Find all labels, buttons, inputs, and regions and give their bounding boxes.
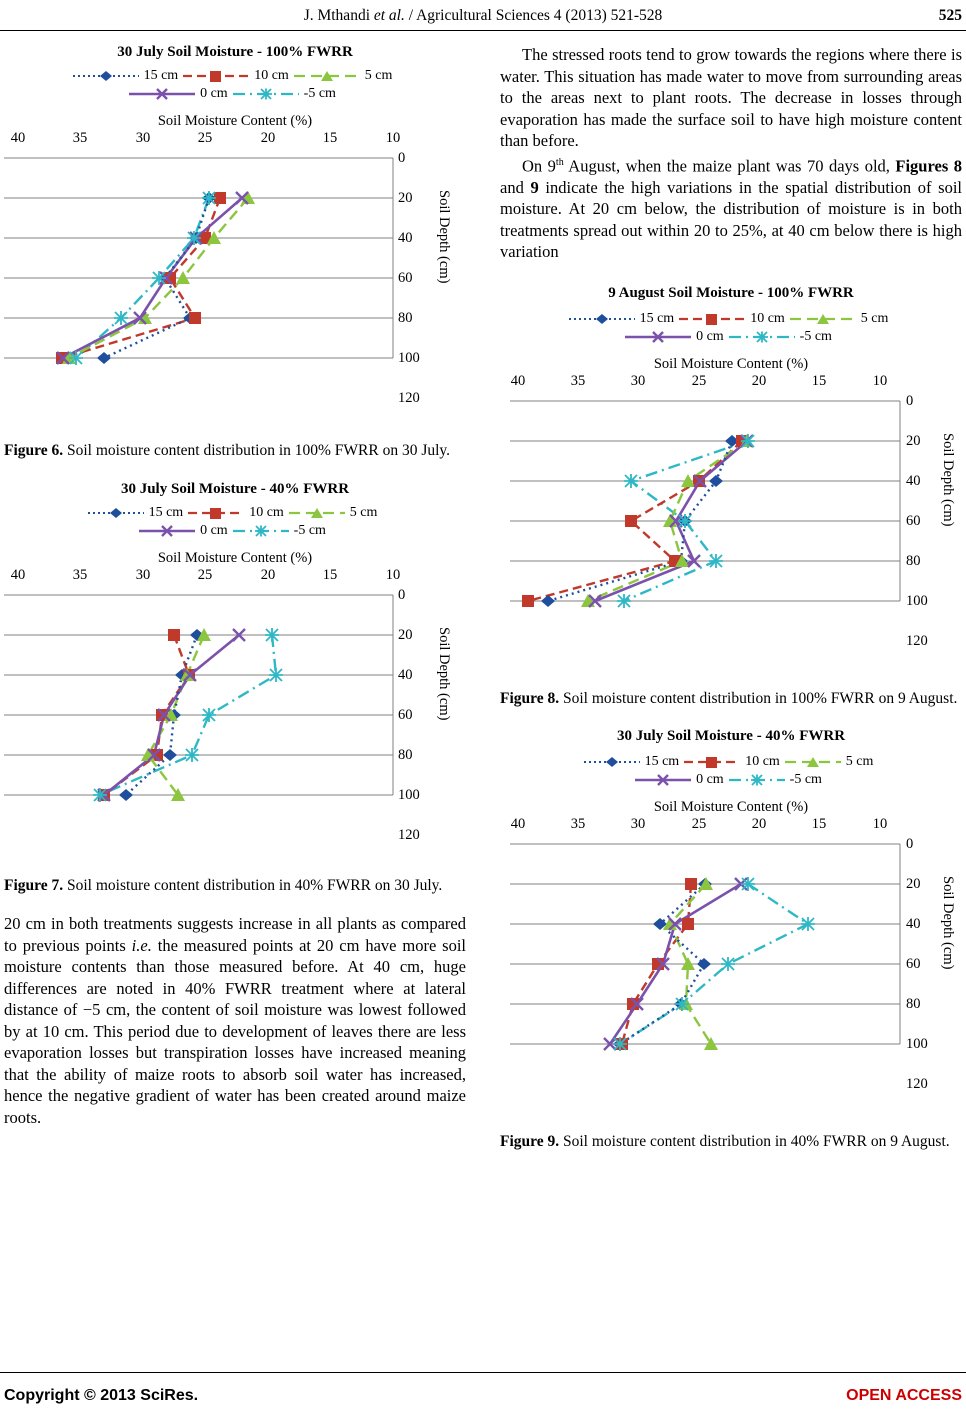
xtick: 35 xyxy=(570,816,586,832)
ytick: 120 xyxy=(906,632,928,649)
legend-item-0cm xyxy=(635,772,729,788)
xtick: 10 xyxy=(872,816,888,832)
figure-8-legend xyxy=(500,310,962,346)
ytick: 120 xyxy=(398,826,420,843)
legend-symbol-5cm xyxy=(294,69,360,83)
legend-label-15cm: 15 cm xyxy=(639,310,675,326)
xtick: 30 xyxy=(630,372,646,389)
figure-8-x-axis-title: Soil Moisture Content (%) xyxy=(653,355,809,372)
ytick: 100 xyxy=(906,592,928,609)
ytick: 0 xyxy=(398,150,406,166)
xtick: 15 xyxy=(811,372,827,389)
running-head-etal: et al. xyxy=(373,7,405,24)
ytick: 120 xyxy=(906,1076,928,1092)
legend-symbol-0cm xyxy=(625,330,691,344)
xtick: 10 xyxy=(385,566,401,583)
legend-item-5cm xyxy=(294,68,398,84)
xtick: 35 xyxy=(570,372,586,389)
ytick: 80 xyxy=(906,552,921,569)
open-access-badge[interactable]: OPEN ACCESS xyxy=(846,1387,962,1404)
ytick: 0 xyxy=(398,586,406,603)
legend-symbol-5cm xyxy=(785,755,841,769)
figure-8-caption-text: Soil moisture content distribution in 100% FWRR on 9 August. xyxy=(559,689,958,707)
legend-symbol-10cm xyxy=(188,506,244,520)
legend-label-15cm: 15 cm xyxy=(644,754,680,769)
right-paragraph-2-d: indicate the high variations in the spatial distribution of soil moisture. At 20 cm below, the distribution of moisture is in both treatments spread out within 20 to 25%, at 40 cm below there is high variation xyxy=(500,177,962,261)
legend-symbol-5cm xyxy=(289,506,345,520)
ytick: 100 xyxy=(906,1036,928,1052)
figure-8-x-ticks xyxy=(500,373,962,393)
figure-9-caption-text: Soil moisture content distribution in 40% FWRR on 9 August. xyxy=(559,1133,950,1150)
xtick: 35 xyxy=(72,130,88,146)
legend-item-0cm xyxy=(625,329,729,345)
legend-label-15cm: 15 cm xyxy=(148,504,184,520)
figure-8-plot xyxy=(500,372,962,649)
left-paragraph-1 xyxy=(4,913,466,1128)
running-head-journal: / Agricultural Sciences 4 (2013) 521-528 xyxy=(404,7,663,24)
xtick: 20 xyxy=(751,372,767,389)
legend-item-5cm xyxy=(785,754,879,770)
left-column xyxy=(4,44,466,1128)
right-column xyxy=(500,44,962,1152)
figure-6-svg xyxy=(4,150,466,395)
running-head-authors: J. Mthandi xyxy=(303,7,370,24)
legend-item-10cm xyxy=(679,311,790,327)
figure-6-x-ticks xyxy=(4,130,466,150)
legend-symbol-minus5cm xyxy=(729,330,795,344)
legend-symbol-10cm xyxy=(679,312,745,326)
legend-symbol-0cm xyxy=(635,773,691,787)
ytick: 100 xyxy=(398,350,420,366)
legend-label-5cm: 5 cm xyxy=(364,68,393,83)
figure-ref-8: Figures 8 xyxy=(895,156,962,175)
figure-8-title: 9 August Soil Moisture - 100% FWRR xyxy=(608,284,854,301)
figure-6-caption xyxy=(4,441,466,461)
legend-symbol-15cm xyxy=(73,69,139,83)
ytick: 60 xyxy=(906,956,921,972)
figure-6-caption-label: Figure 6. xyxy=(4,442,64,459)
legend-label-10cm: 10 cm xyxy=(249,504,284,520)
right-paragraph-2-sup: th xyxy=(555,156,564,168)
ytick: 0 xyxy=(906,836,914,852)
legend-item-0cm xyxy=(129,86,233,102)
right-paragraph-2-b: August, when the maize plant was 70 days old, xyxy=(563,156,896,175)
xtick: 10 xyxy=(385,130,401,146)
legend-item-10cm xyxy=(188,505,289,521)
right-paragraph-2-c: and xyxy=(500,177,531,197)
header-rule xyxy=(0,30,966,31)
legend-label-5cm: 5 cm xyxy=(349,504,378,520)
legend-item-minus5cm xyxy=(233,86,341,102)
figure-7-y-ticks xyxy=(398,586,438,843)
legend-item-0cm xyxy=(139,523,233,539)
legend-item-10cm xyxy=(183,68,294,84)
xtick: 20 xyxy=(751,816,767,832)
legend-item-15cm xyxy=(73,68,184,84)
legend-label-10cm: 10 cm xyxy=(254,68,289,83)
figure-9-legend xyxy=(500,753,962,789)
xtick: 40 xyxy=(510,816,526,832)
legend-symbol-5cm xyxy=(790,312,856,326)
legend-label-minus5cm: -5 cm xyxy=(799,328,832,344)
right-paragraph-2 xyxy=(500,152,962,263)
figure-7-caption xyxy=(4,876,466,896)
figure-9-caption-label: Figure 9. xyxy=(500,1133,560,1150)
figure-6-caption-text: Soil moisture content distribution in 100% FWRR on 30 July. xyxy=(63,442,451,459)
legend-label-5cm: 5 cm xyxy=(845,754,874,769)
figure-7-caption-label: Figure 7. xyxy=(4,876,64,894)
xtick: 40 xyxy=(510,372,526,389)
legend-label-minus5cm: -5 cm xyxy=(293,522,326,538)
legend-label-0cm: 0 cm xyxy=(200,86,228,101)
figure-6-y-axis-title: Soil Depth (cm) xyxy=(436,190,452,284)
figure-7-legend xyxy=(4,504,466,540)
ytick: 40 xyxy=(398,230,413,246)
running-head xyxy=(0,4,966,34)
left-paragraph-1-a: 20 cm in both treatments suggests increase in all plants as compared to previous points xyxy=(4,914,466,955)
page-number: 525 xyxy=(938,7,962,24)
footer-rule xyxy=(0,1372,966,1373)
xtick: 20 xyxy=(260,130,276,146)
xtick: 35 xyxy=(72,566,88,583)
ytick: 60 xyxy=(398,270,413,286)
legend-label-15cm: 15 cm xyxy=(143,68,179,83)
legend-symbol-minus5cm xyxy=(233,524,289,538)
legend-symbol-15cm xyxy=(584,755,640,769)
xtick: 30 xyxy=(135,566,151,583)
figure-9-x-axis-title: Soil Moisture Content (%) xyxy=(653,799,809,815)
xtick: 25 xyxy=(197,130,213,146)
left-paragraph-1-ital: i.e. xyxy=(131,935,152,955)
right-paragraph-1: The stressed roots tend to grow towards the regions where there is water. This situation has made water to move from surrounding areas to the areas next to plant roots. The decrease in losses through evaporation has made the surface soil to have high moisture content than before. xyxy=(500,45,962,150)
ytick: 60 xyxy=(398,706,413,723)
xtick: 20 xyxy=(260,566,276,583)
figure-9-plot xyxy=(500,816,962,1092)
legend-label-5cm: 5 cm xyxy=(860,310,889,326)
figure-7-x-axis-title: Soil Moisture Content (%) xyxy=(157,549,313,566)
legend-symbol-15cm xyxy=(569,312,635,326)
running-head-text xyxy=(0,7,966,25)
copyright-text: Copyright © 2013 SciRes. xyxy=(4,1387,199,1404)
xtick: 10 xyxy=(872,372,888,389)
ytick: 120 xyxy=(398,390,420,406)
legend-label-10cm: 10 cm xyxy=(745,754,780,769)
ytick: 60 xyxy=(906,512,921,529)
figure-9-y-axis-title: Soil Depth (cm) xyxy=(940,876,956,970)
legend-label-minus5cm: -5 cm xyxy=(789,772,822,787)
figure-8-svg xyxy=(500,393,962,643)
legend-symbol-10cm xyxy=(183,69,249,83)
ytick: 20 xyxy=(906,876,921,892)
xtick: 15 xyxy=(322,130,338,146)
legend-item-5cm xyxy=(790,311,894,327)
figure-7-chart xyxy=(4,480,466,843)
figure-8-caption xyxy=(500,689,962,709)
legend-item-minus5cm xyxy=(729,329,837,345)
legend-item-minus5cm xyxy=(233,523,331,539)
figure-9-title: 30 July Soil Moisture - 40% FWRR xyxy=(616,728,846,744)
legend-item-minus5cm xyxy=(729,772,827,788)
legend-symbol-minus5cm xyxy=(233,87,299,101)
ytick: 40 xyxy=(906,472,921,489)
figure-7-title: 30 July Soil Moisture - 40% FWRR xyxy=(120,480,350,497)
ytick: 20 xyxy=(906,432,921,449)
xtick: 40 xyxy=(10,566,26,583)
xtick: 30 xyxy=(630,816,646,832)
figure-ref-9: 9 xyxy=(530,177,539,197)
xtick: 40 xyxy=(10,130,26,146)
figure-7-caption-text: Soil moisture content distribution in 40% FWRR on 30 July. xyxy=(63,876,443,894)
figure-9-chart xyxy=(500,728,962,1092)
figure-9-x-ticks xyxy=(500,816,962,836)
legend-label-0cm: 0 cm xyxy=(696,328,724,344)
figure-6-y-ticks xyxy=(398,150,438,406)
legend-item-10cm xyxy=(684,754,785,770)
xtick: 15 xyxy=(322,566,338,583)
figure-6-title: 30 July Soil Moisture - 100% FWRR xyxy=(117,44,353,60)
legend-item-15cm xyxy=(584,754,685,770)
figure-9-svg xyxy=(500,836,962,1086)
right-paragraph-2-a: On 9 xyxy=(522,156,556,175)
ytick: 40 xyxy=(906,916,921,932)
figure-7-svg xyxy=(4,587,466,832)
xtick: 30 xyxy=(135,130,151,146)
figure-6-x-axis-title: Soil Moisture Content (%) xyxy=(157,113,313,129)
legend-symbol-minus5cm xyxy=(729,773,785,787)
figure-8-caption-label: Figure 8. xyxy=(500,689,560,707)
legend-label-minus5cm: -5 cm xyxy=(303,86,336,101)
figure-9-caption xyxy=(500,1132,962,1152)
figure-7-x-ticks xyxy=(4,567,466,587)
legend-item-15cm xyxy=(88,505,189,521)
figure-8-y-axis-title: Soil Depth (cm) xyxy=(940,432,956,526)
xtick: 15 xyxy=(811,816,827,832)
figure-7-plot xyxy=(4,566,466,843)
legend-symbol-0cm xyxy=(139,524,195,538)
ytick: 80 xyxy=(906,996,921,1012)
figure-7-y-axis-title: Soil Depth (cm) xyxy=(436,626,452,720)
ytick: 100 xyxy=(398,786,420,803)
legend-item-15cm xyxy=(569,311,680,327)
legend-symbol-15cm xyxy=(88,506,144,520)
legend-item-5cm xyxy=(289,505,383,521)
legend-label-0cm: 0 cm xyxy=(200,522,228,538)
legend-label-0cm: 0 cm xyxy=(696,772,724,787)
ytick: 20 xyxy=(398,190,413,206)
legend-label-10cm: 10 cm xyxy=(750,310,785,326)
ytick: 20 xyxy=(398,626,413,643)
xtick: 25 xyxy=(691,372,707,389)
figure-6-chart xyxy=(4,44,466,406)
figure-6-legend xyxy=(4,67,466,103)
legend-symbol-10cm xyxy=(684,755,740,769)
xtick: 25 xyxy=(197,566,213,583)
legend-symbol-0cm xyxy=(129,87,195,101)
ytick: 80 xyxy=(398,746,413,763)
left-paragraph-1-b: the measured points at 20 cm have more soil moisture contents than those measured before. At 40 cm, huge differences are noted in 40% FWRR treatment where at lateral distance of −5 cm, the content of soil moisture was lowest followed by at 10 cm. This period due to development of leaves there are less evaporation losses but transpiration losses have increased meaning that the ability of maize roots to absorb soil water has increased, hence the negative gradient of water has been created around maize roots. xyxy=(4,935,466,1127)
xtick: 25 xyxy=(691,816,707,832)
ytick: 80 xyxy=(398,310,413,326)
ytick: 0 xyxy=(906,392,914,409)
figure-6-plot xyxy=(4,130,466,406)
ytick: 40 xyxy=(398,666,413,683)
figure-8-chart xyxy=(500,284,962,649)
